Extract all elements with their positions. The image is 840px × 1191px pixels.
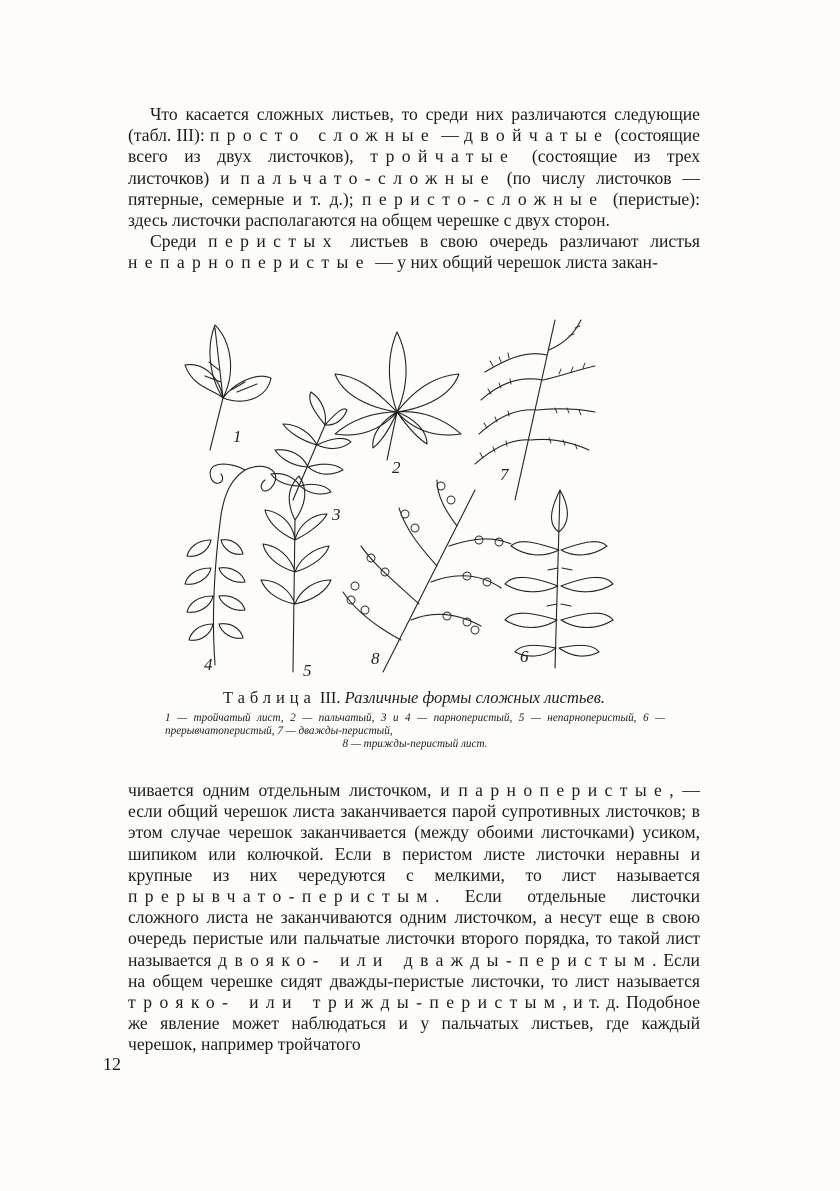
leaf-palmate-drawing <box>335 332 461 460</box>
leaf-tendril-drawing <box>185 464 276 665</box>
paragraph-paripinnate-continuation <box>128 780 700 1056</box>
text-run: Среди <box>150 231 209 252</box>
text-run: листьев в свою очередь различают листья <box>338 231 701 252</box>
spaced-term: просто сложные <box>209 125 437 146</box>
figure-label: 8 <box>371 649 380 668</box>
text-run: . Если отдельные листочки сложного листа не заканчиваются одним листочком, а несут еще в свою очередь перистые или пальчатые листочки второго порядка, то такой лист называется <box>128 886 700 970</box>
text-run: , — если общий черешок листа заканчивается парой супротивных листочков; в этом случае черешок заканчивается (между обоими листочками) усиком, шипиком или колючкой. Если в перистом листе листочки неравны и крупные из них чередуются с мелкими, то лист называется <box>128 780 700 885</box>
spaced-term: парноперистые <box>458 780 670 800</box>
paragraph-compound-leaves <box>128 104 700 231</box>
figure-caption-legend <box>165 712 665 751</box>
spaced-term: тройчатые <box>370 146 516 167</box>
caption-title-text: Различные формы сложных листьев. <box>344 688 606 707</box>
figure-caption-title <box>128 688 700 708</box>
figure-label: 5 <box>303 661 312 680</box>
text-run: Что касается сложных листьев, то среди них различаются следующие (табл. III): <box>128 104 700 146</box>
text-run: — у них общий черешок листа закан- <box>370 252 658 273</box>
leaf-trifoliate-drawing <box>185 325 271 450</box>
text-run: (состоящие всего из двух листочков), <box>128 125 700 167</box>
text-run: (состоящие из трех листочков) и <box>128 146 700 188</box>
figure-label: 7 <box>500 465 509 484</box>
text-run: , и т. д. Подобное же явление может наблюдаться и у пальчатых листьев, где каждый черешок, например тройчатого <box>128 992 700 1055</box>
figure-label: 1 <box>233 427 242 446</box>
top-text-block <box>128 104 700 274</box>
spaced-term: непарноперистые <box>128 252 371 273</box>
text-run: чивается одним отдельным листочком, и <box>128 780 459 800</box>
leaf-tripinnate-drawing <box>343 480 511 672</box>
spaced-term: двойчатые <box>463 125 610 146</box>
leaf-bipinnate-drawing <box>475 320 595 500</box>
caption-number: III. <box>319 688 341 707</box>
figure-label: 3 <box>332 505 341 524</box>
caption-legend-line: 1 — тройчатый лист, 2 — пальчатый, 3 и 4 — парноперистый, 5 — непарноперистый, 6 — прерывчатоперистый, 7 — дважды-перистый, <box>165 712 665 737</box>
spaced-term: перисто-сложные <box>362 188 605 209</box>
leaf-paripinnate-drawing <box>271 392 351 500</box>
text-run: (по числу листочков — пятерные, семерные и т. д.); <box>128 167 700 209</box>
caption-label: Таблица <box>222 688 316 707</box>
spaced-term: прерывчато-перистым <box>128 886 435 907</box>
bottom-text-block <box>128 780 700 1056</box>
leaf-interrupted-pinnate-drawing <box>505 490 613 668</box>
figure-label: 2 <box>392 458 401 477</box>
paragraph-pinnate-leaves <box>128 231 700 273</box>
text-run: — <box>436 125 464 146</box>
leaf-imparipinnate-drawing <box>261 476 331 672</box>
spaced-term: перистых <box>208 231 339 252</box>
page-number: 12 <box>103 1054 121 1074</box>
text-run: . Если на общем черешке сидят дважды-перистые листочки, то лист называется <box>128 949 700 991</box>
figure-label: 4 <box>204 655 213 674</box>
spaced-term: трояко- или трижды-перистым <box>128 992 563 1013</box>
compound-leaves-illustration <box>175 310 645 680</box>
figure-label: 6 <box>520 647 529 666</box>
spaced-term: пальчато-сложные <box>240 167 496 188</box>
text-run: (перистые): здесь листочки располагаются на общем черешке с двух сторон. <box>128 188 700 231</box>
spaced-term: двояко- или дважды-перистым <box>218 949 653 970</box>
caption-legend-line: 8 — трижды-перистый лист. <box>342 738 488 750</box>
